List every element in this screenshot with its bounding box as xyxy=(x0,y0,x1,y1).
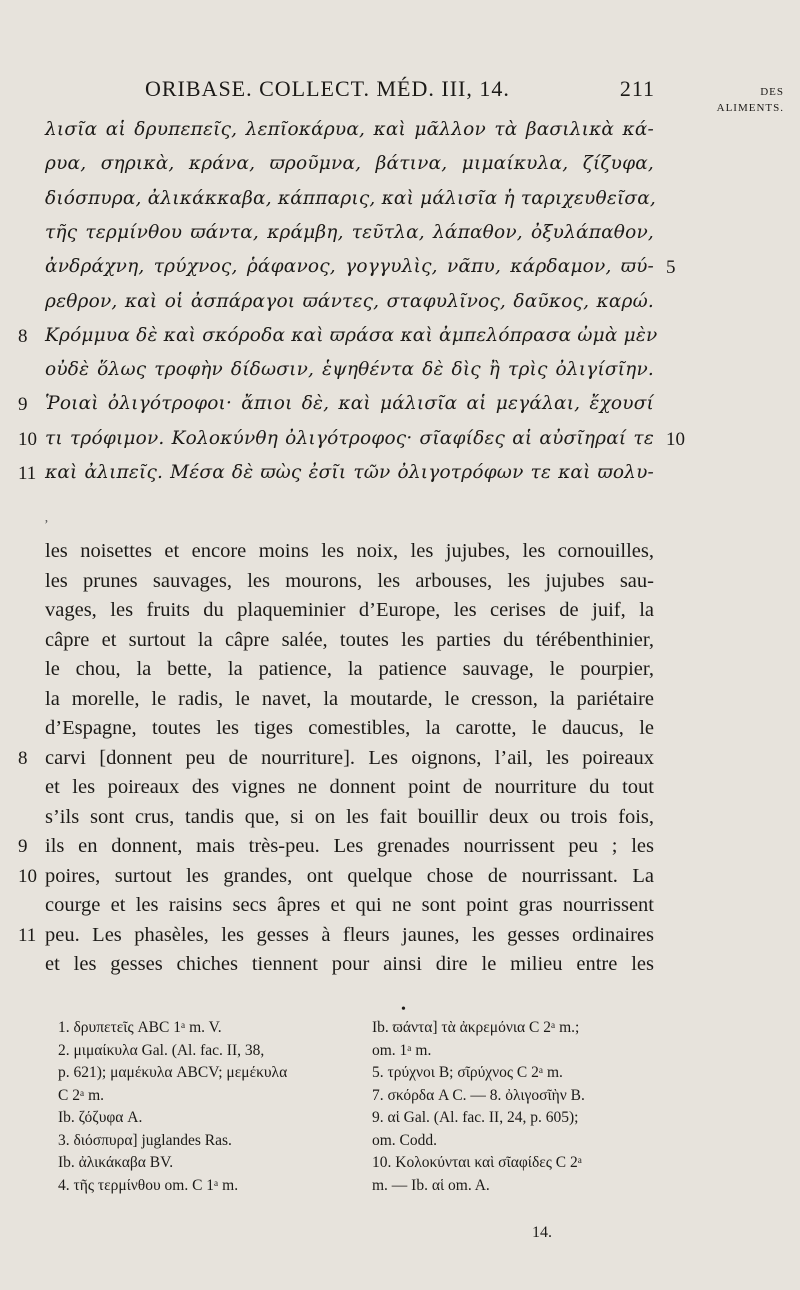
footnote: 3. διόσπυρα] juglandes Ras. xyxy=(58,1131,232,1149)
greek-line: τι τρόφιμον. Κολοκύνθη ὀλιγότροφος· σῖαφίδες αἱ αὐσῖηραί τε xyxy=(45,427,654,449)
greek-line-number: 11 xyxy=(18,463,37,484)
greek-line: διόσπυρα, ἀλικάκκαβα, κάππαρις, καὶ μάλισῖα ἡ ταριχευθεῖσα, xyxy=(45,187,657,209)
french-line: s’ils sont crus, tandis que, si on les fait bouillir deux ou trois fois, xyxy=(45,805,654,828)
section-mark: ʼ xyxy=(44,518,49,533)
french-line-number: 10 xyxy=(18,865,37,887)
footnote: 1. δρυπετεῖς ABC 1ᵃ m. V. xyxy=(58,1019,222,1036)
french-line: le chou, la bette, la patience, la patience sauvage, le pourpier, xyxy=(45,658,654,680)
footnote: Ib. ἀλικάκαβα BV. xyxy=(58,1154,174,1171)
footnote: 2. μιμαίκυλα Gal. (Al. fac. II, 38, xyxy=(58,1041,265,1059)
footnote: p. 621); μαμέκυλα ABCV; μεμέκυλα xyxy=(58,1064,288,1081)
greek-line-number: 8 xyxy=(18,325,28,347)
footnote: m. — Ib. αἱ om. A. xyxy=(372,1176,490,1194)
footnote: 5. τρύχνοι B; σῖρύχνος C 2ᵃ m. xyxy=(372,1064,563,1081)
footnote: 7. σκόρδα A C. — 8. ὀλιγοσῖὴν B. xyxy=(372,1086,585,1104)
footnotes-column-left xyxy=(58,1017,348,1197)
greek-line: Ῥοιαὶ ὀλιγότροφοι· ἄπιοι δὲ, καὶ μάλισῖα αἱ μεγάλαι, ἔχουσί xyxy=(45,393,654,415)
french-line-number: 8 xyxy=(18,747,28,769)
footnote: 4. τῆς τερμίνθου om. C 1ᵃ m. xyxy=(58,1176,239,1194)
footnote: 10. Κολοκύνται καὶ σῖαφίδες C 2ᵃ xyxy=(372,1154,582,1171)
french-line: d’Espagne, toutes les tiges comestibles, la carotte, le daucus, le xyxy=(45,717,654,739)
greek-line-number: 9 xyxy=(18,394,28,416)
french-line: peu. Les phasèles, les gesses à fleurs jaunes, les gesses ordinaires xyxy=(45,923,654,946)
french-line-number: 9 xyxy=(18,836,28,857)
greek-line-number: 5 xyxy=(666,257,676,279)
greek-line: λισῖα αἱ δρυπεπεῖς, λεπῖοκάρυα, καὶ μᾶλλον τὰ βασιλικὰ κά- xyxy=(45,119,654,140)
greek-line-number: 10 xyxy=(666,428,685,450)
greek-line: τῆς τερμίνθου ϖάντα, κράμβη, τεῦτλα, λάπαθον, ὀξυλάπαθον, xyxy=(45,221,654,243)
footnote: om. 1ᵃ m. xyxy=(372,1041,432,1059)
french-line: courge et les raisins secs âpres et qui ne sont point gras nourrissent xyxy=(45,894,654,916)
separator-dot: • xyxy=(401,1002,406,1017)
page-number: 211 xyxy=(619,76,655,101)
french-line: et les poireaux des vignes ne donnent point de nourriture du tout xyxy=(45,776,654,798)
greek-line: Κρόμμυα δὲ καὶ σκόροδα καὶ ϖράσα καὶ ἀμπελόπρασα ὠμὰ μὲν xyxy=(45,324,658,346)
french-line: poires, surtout les grandes, ont quelque chose de nourrissant. La xyxy=(45,864,654,887)
french-line: les noisettes et encore moins les noix, les jujubes, les cornouilles, xyxy=(45,540,654,562)
french-line: et les gesses chiches tiennent pour ainsi dire le milieu entre les xyxy=(45,953,654,975)
margin-heading-line: ALIMENTS. xyxy=(716,102,784,114)
footnotes-column-right xyxy=(372,1017,662,1197)
footnote: 9. αἱ Gal. (Al. fac. II, 24, p. 605); xyxy=(372,1109,579,1126)
greek-line: οὐδὲ ὅλως τροφὴν δίδωσιν, ἑψηθέντα δὲ δὶς ἢ τρὶς ὀλιγίσῖην. xyxy=(45,359,654,381)
greek-line: καὶ ἀλιπεῖς. Μέσα δὲ ϖὼς ἐσῖι τῶν ὀλιγοτρόφων τε καὶ ϖολυ- xyxy=(45,462,654,483)
greek-line: ρυα, σηρικὰ, κράνα, ϖροῦμνα, βάτινα, μιμαίκυλα, ζίζυφα, xyxy=(45,153,654,175)
margin-heading-line: DES xyxy=(760,86,784,98)
french-line: carvi [donnent peu de nourriture]. Les oignons, l’ail, les poireaux xyxy=(45,746,654,769)
footnote: Ib. ζόζυφα A. xyxy=(58,1109,143,1126)
margin-heading xyxy=(694,84,784,116)
running-title: ORIBASE. COLLECT. MÉD. III, 14. xyxy=(145,76,510,101)
french-line: ils en donnent, mais très-peu. Les grenades nourrissent peu ; les xyxy=(45,835,654,857)
french-line-number: 11 xyxy=(18,924,37,946)
greek-line: ρεθρον, καὶ οἱ ἀσπάραγοι ϖάντες, σταφυλῖνος, δαῦκος, καρώ. xyxy=(45,290,654,312)
footnote: C 2ᵃ m. xyxy=(58,1086,105,1104)
french-line: vages, les fruits du plaqueminier d’Europe, les cerises de juif, la xyxy=(45,599,654,621)
french-line: câpre et surtout la câpre salée, toutes les parties du térébenthinier, xyxy=(45,628,654,651)
footnote: om. Codd. xyxy=(372,1131,438,1149)
greek-line-number: 10 xyxy=(18,428,37,450)
signature-mark: 14. xyxy=(532,1224,552,1241)
footnote: Ib. ϖάντα] τὰ ἀκρεμόνια C 2ᵃ m.; xyxy=(372,1019,580,1036)
french-line: les prunes sauvages, les mourons, les arbouses, les jujubes sau- xyxy=(45,569,654,592)
french-line: la morelle, le radis, le navet, la moutarde, le cresson, la pariétaire xyxy=(45,687,654,710)
greek-line: ἀνδράχνη, τρύχνος, ῥάφανος, γογγυλὶς, νᾶπυ, κάρδαμον, ϖύ- xyxy=(45,256,654,278)
